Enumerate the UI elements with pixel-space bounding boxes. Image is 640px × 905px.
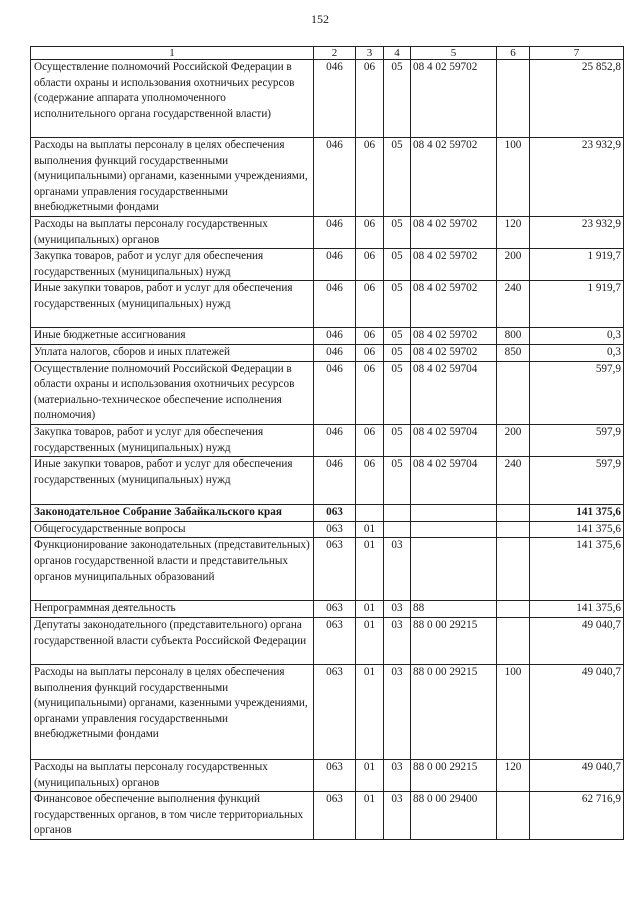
row-subsection: 05 (384, 328, 411, 345)
row-amount: 141 375,6 (530, 521, 624, 538)
row-section (356, 505, 384, 522)
header-row (31, 47, 624, 60)
row-target-article: 08 4 02 59702 (411, 217, 497, 249)
row-name: Функционирование законодательных (представительных) органов государственной власти и представительных органов муниципальных образований (31, 538, 314, 601)
row-expense-type (497, 361, 530, 424)
row-ministry-code: 046 (314, 361, 356, 424)
table-row (31, 328, 624, 345)
row-name: Расходы на выплаты персоналу государственных (муниципальных) органов (31, 759, 314, 791)
row-section: 06 (356, 281, 384, 328)
row-name: Законодательное Собрание Забайкальского края (31, 505, 314, 522)
row-amount: 25 852,8 (530, 60, 624, 138)
row-name: Расходы на выплаты персоналу в целях обеспечения выполнения функций государственными (муниципальными) органами, казенными учреждениями, органами управления государственными внебюджетными фондами (31, 138, 314, 217)
row-name: Иные бюджетные ассигнования (31, 328, 314, 345)
header-cell: 6 (497, 47, 530, 60)
row-amount: 49 040,7 (530, 664, 624, 759)
row-target-article: 08 4 02 59704 (411, 361, 497, 424)
row-amount: 1 919,7 (530, 249, 624, 281)
row-target-article: 88 (411, 601, 497, 618)
row-target-article: 08 4 02 59704 (411, 424, 497, 456)
table-row (31, 249, 624, 281)
row-target-article: 08 4 02 59702 (411, 138, 497, 217)
row-expense-type (497, 60, 530, 138)
header-cell: 1 (31, 47, 314, 60)
header-cell: 4 (384, 47, 411, 60)
table-row (31, 792, 624, 840)
row-name: Общегосударственные вопросы (31, 521, 314, 538)
header-cell: 2 (314, 47, 356, 60)
row-ministry-code: 046 (314, 249, 356, 281)
row-name: Иные закупки товаров, работ и услуг для обеспечения государственных (муниципальных) нужд (31, 281, 314, 328)
row-expense-type: 120 (497, 217, 530, 249)
row-ministry-code: 046 (314, 60, 356, 138)
row-name: Закупка товаров, работ и услуг для обеспечения государственных (муниципальных) нужд (31, 424, 314, 456)
row-ministry-code: 046 (314, 424, 356, 456)
table-row (31, 617, 624, 664)
row-ministry-code: 063 (314, 601, 356, 618)
row-name: Расходы на выплаты персоналу государственных (муниципальных) органов (31, 217, 314, 249)
row-ministry-code: 063 (314, 759, 356, 791)
row-ministry-code: 063 (314, 505, 356, 522)
row-expense-type (497, 792, 530, 840)
row-expense-type: 240 (497, 457, 530, 505)
header-cell: 7 (530, 47, 624, 60)
row-section: 01 (356, 664, 384, 759)
row-expense-type: 240 (497, 281, 530, 328)
row-section: 06 (356, 60, 384, 138)
header-cell: 3 (356, 47, 384, 60)
row-amount: 597,9 (530, 457, 624, 505)
row-name: Уплата налогов, сборов и иных платежей (31, 344, 314, 361)
page-number: 152 (311, 12, 329, 26)
row-ministry-code: 063 (314, 521, 356, 538)
row-subsection: 03 (384, 601, 411, 618)
row-subsection: 03 (384, 759, 411, 791)
row-amount: 23 932,9 (530, 138, 624, 217)
row-section: 06 (356, 344, 384, 361)
row-section: 06 (356, 424, 384, 456)
row-target-article (411, 521, 497, 538)
row-expense-type (497, 538, 530, 601)
row-section: 01 (356, 521, 384, 538)
row-amount: 141 375,6 (530, 601, 624, 618)
row-subsection: 05 (384, 457, 411, 505)
row-target-article (411, 505, 497, 522)
row-name: Иные закупки товаров, работ и услуг для обеспечения государственных (муниципальных) нужд (31, 457, 314, 505)
row-subsection: 03 (384, 792, 411, 840)
row-subsection: 03 (384, 617, 411, 664)
table-row (31, 344, 624, 361)
row-ministry-code: 063 (314, 617, 356, 664)
row-ministry-code: 063 (314, 538, 356, 601)
row-ministry-code: 063 (314, 792, 356, 840)
table-row (31, 664, 624, 759)
row-subsection: 03 (384, 664, 411, 759)
row-amount: 597,9 (530, 361, 624, 424)
row-expense-type (497, 601, 530, 618)
row-amount: 62 716,9 (530, 792, 624, 840)
row-ministry-code: 046 (314, 344, 356, 361)
row-subsection (384, 505, 411, 522)
row-subsection: 05 (384, 361, 411, 424)
row-amount: 49 040,7 (530, 759, 624, 791)
table-row (31, 361, 624, 424)
row-name: Непрограммная деятельность (31, 601, 314, 618)
row-subsection: 05 (384, 344, 411, 361)
row-target-article: 08 4 02 59702 (411, 328, 497, 345)
row-expense-type (497, 505, 530, 522)
row-section: 01 (356, 617, 384, 664)
row-subsection: 05 (384, 138, 411, 217)
table-row (31, 759, 624, 791)
row-target-article: 88 0 00 29215 (411, 617, 497, 664)
row-ministry-code: 046 (314, 281, 356, 328)
row-target-article: 08 4 02 59702 (411, 281, 497, 328)
row-target-article: 88 0 00 29400 (411, 792, 497, 840)
row-section: 06 (356, 249, 384, 281)
row-subsection: 05 (384, 217, 411, 249)
row-expense-type (497, 521, 530, 538)
table-row (31, 60, 624, 138)
row-expense-type: 120 (497, 759, 530, 791)
row-ministry-code: 063 (314, 664, 356, 759)
row-section: 06 (356, 457, 384, 505)
row-section: 06 (356, 217, 384, 249)
header-cell: 5 (411, 47, 497, 60)
row-amount: 0,3 (530, 328, 624, 345)
row-section: 01 (356, 538, 384, 601)
table-row (31, 601, 624, 618)
row-ministry-code: 046 (314, 457, 356, 505)
row-ministry-code: 046 (314, 328, 356, 345)
row-section: 01 (356, 601, 384, 618)
row-target-article: 08 4 02 59702 (411, 344, 497, 361)
row-amount: 0,3 (530, 344, 624, 361)
row-section: 06 (356, 138, 384, 217)
row-section: 01 (356, 759, 384, 791)
row-section: 06 (356, 328, 384, 345)
row-subsection: 05 (384, 60, 411, 138)
row-amount: 141 375,6 (530, 505, 624, 522)
table-row (31, 457, 624, 505)
table-row (31, 217, 624, 249)
row-ministry-code: 046 (314, 138, 356, 217)
row-section: 06 (356, 361, 384, 424)
row-expense-type: 200 (497, 424, 530, 456)
row-subsection: 05 (384, 281, 411, 328)
row-name: Закупка товаров, работ и услуг для обеспечения государственных (муниципальных) нужд (31, 249, 314, 281)
row-expense-type: 850 (497, 344, 530, 361)
row-name: Расходы на выплаты персоналу в целях обеспечения выполнения функций государственными (муниципальными) органами, казенными учреждениями, органами управления государственными внебюджетными фондами (31, 664, 314, 759)
row-expense-type: 200 (497, 249, 530, 281)
row-target-article: 88 0 00 29215 (411, 759, 497, 791)
row-name: Осуществление полномочий Российской Федерации в области охраны и использования охотничьих ресурсов (материально-техническое обеспечение исполнения полномочия) (31, 361, 314, 424)
row-expense-type: 100 (497, 138, 530, 217)
row-amount: 1 919,7 (530, 281, 624, 328)
row-target-article: 08 4 02 59704 (411, 457, 497, 505)
row-ministry-code: 046 (314, 217, 356, 249)
row-expense-type: 800 (497, 328, 530, 345)
row-name: Депутаты законодательного (представительного) органа государственной власти субъекта Российской Федерации (31, 617, 314, 664)
row-target-article (411, 538, 497, 601)
row-expense-type: 100 (497, 664, 530, 759)
row-section: 01 (356, 792, 384, 840)
table-row (31, 424, 624, 456)
table-row (31, 538, 624, 601)
row-name: Финансовое обеспечение выполнения функций государственных органов, в том числе территориальных органов (31, 792, 314, 840)
row-amount: 141 375,6 (530, 538, 624, 601)
row-target-article: 08 4 02 59702 (411, 249, 497, 281)
table-row (31, 521, 624, 538)
row-subsection (384, 521, 411, 538)
row-subsection: 05 (384, 424, 411, 456)
table-row (31, 281, 624, 328)
row-subsection: 03 (384, 538, 411, 601)
row-amount: 597,9 (530, 424, 624, 456)
row-target-article: 88 0 00 29215 (411, 664, 497, 759)
budget-table (30, 46, 624, 840)
row-amount: 49 040,7 (530, 617, 624, 664)
table-row (31, 505, 624, 522)
row-target-article: 08 4 02 59702 (411, 60, 497, 138)
row-subsection: 05 (384, 249, 411, 281)
row-amount: 23 932,9 (530, 217, 624, 249)
row-expense-type (497, 617, 530, 664)
table-row (31, 138, 624, 217)
row-name: Осуществление полномочий Российской Федерации в области охраны и использования охотничьих ресурсов (содержание аппарата уполномоченного исполнительного органа государственной власти) (31, 60, 314, 138)
